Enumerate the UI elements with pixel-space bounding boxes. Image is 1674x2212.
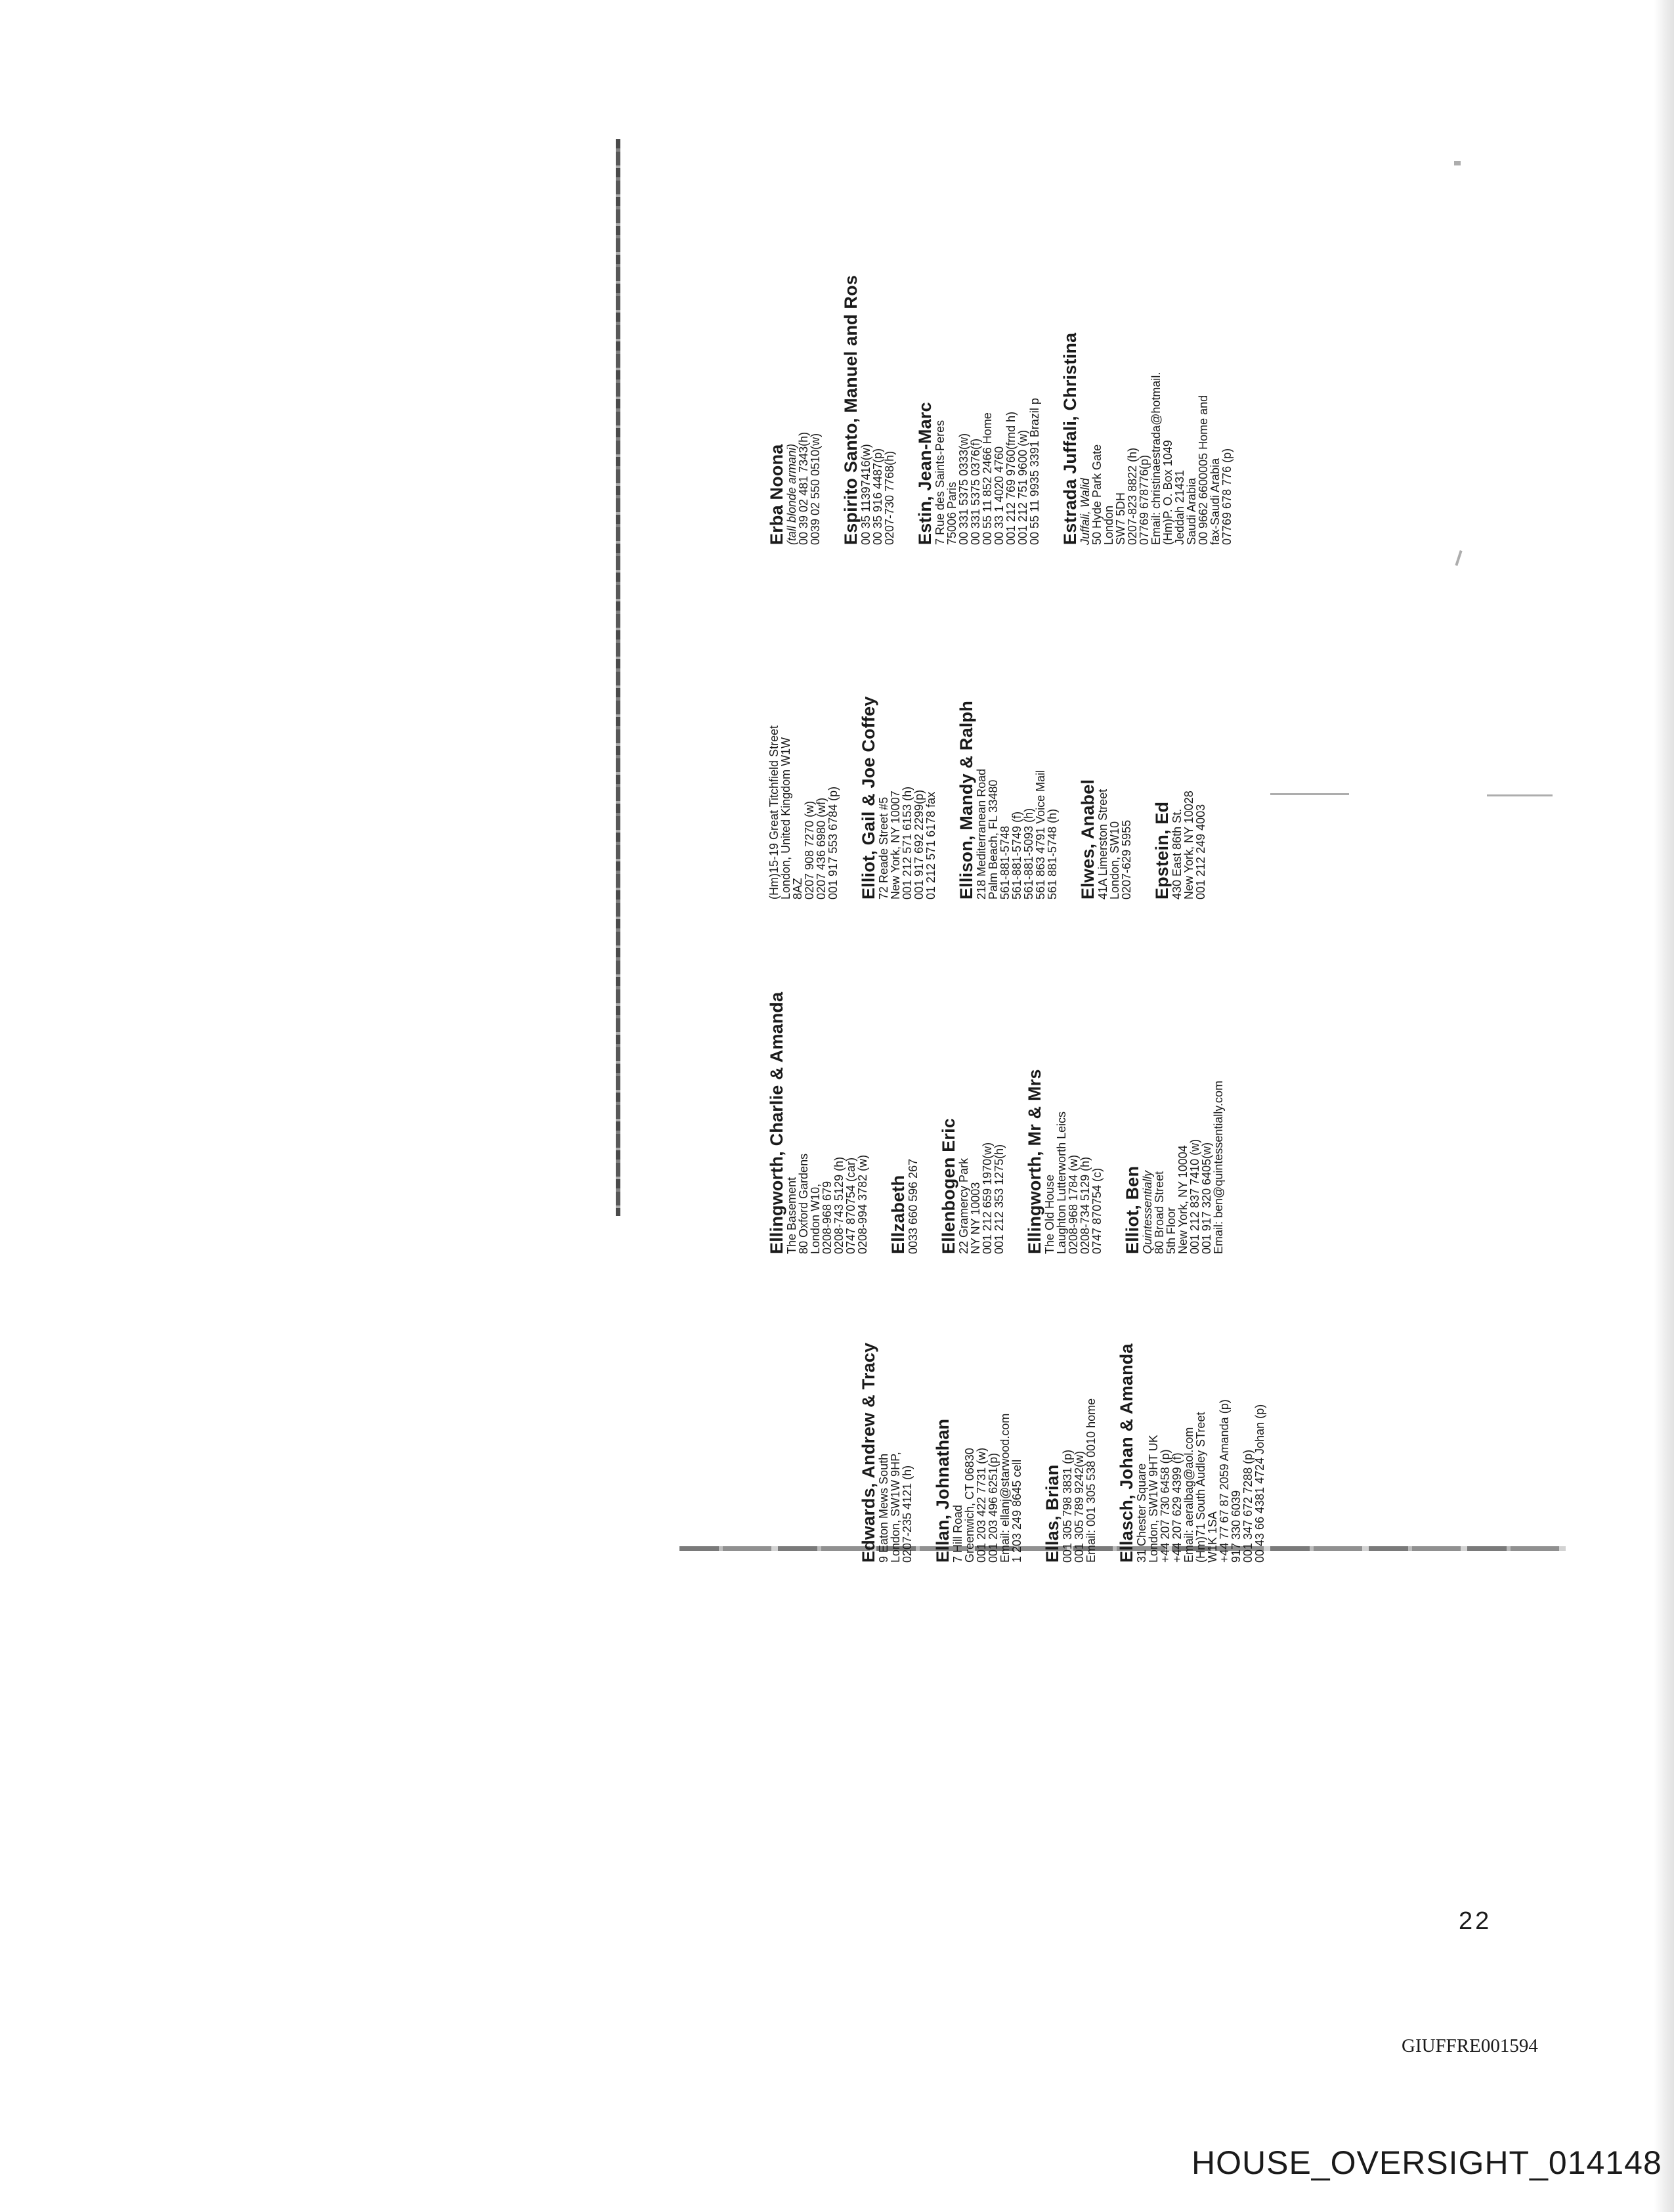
address-entry bbox=[860, 571, 937, 900]
contact-detail-line: 01 212 571 6178 fax bbox=[924, 791, 937, 900]
contact-detail-line: 00 331 5375 0333(w) bbox=[957, 433, 970, 545]
contact-detail-line: New York, NY 10007 bbox=[889, 791, 902, 900]
address-entry bbox=[1062, 217, 1233, 545]
contact-detail-line: 561 881-5748 (h) bbox=[1046, 808, 1059, 900]
address-entry bbox=[860, 1234, 913, 1563]
scan-mark bbox=[1454, 161, 1461, 165]
contact-detail-line: 0208-968 1784 (w) bbox=[1067, 1154, 1080, 1254]
contact-detail-line: W1K 1SA bbox=[1206, 1511, 1219, 1563]
bates-number: GIUFFRE001594 bbox=[1402, 2035, 1538, 2056]
contact-name: Ellenbogen Eric bbox=[939, 1117, 958, 1254]
contact-detail-line: Jeddah 21431 bbox=[1173, 469, 1186, 545]
contact-name: Estrada Juffali, Christina bbox=[1060, 332, 1080, 545]
contact-detail-line: 07769 678 776 (p) bbox=[1220, 448, 1234, 545]
contact-detail-line: 001 203 496 6251(p) bbox=[987, 1452, 1000, 1563]
contact-detail-line: 0207-823 8822 (h) bbox=[1126, 447, 1139, 545]
contact-detail-line: New York, NY 10028 bbox=[1182, 791, 1195, 900]
contact-detail-line: 001 212 751 9600 (w) bbox=[1016, 429, 1029, 545]
contact-detail-line: 00 331 5375 0376(f) bbox=[969, 438, 982, 545]
address-entry bbox=[1026, 926, 1103, 1254]
contact-detail-line: London, United Kingdom W1W bbox=[779, 737, 792, 900]
contact-detail-line: 430 East 86th St. bbox=[1170, 808, 1184, 900]
contact-name: Ellan, Johnathan bbox=[933, 1418, 953, 1563]
contact-name: Erba Noona bbox=[767, 444, 786, 545]
contact-detail-line: London, SW1W 9HT UK bbox=[1147, 1435, 1160, 1563]
contact-detail-line: 0207 436 6980 (wf) bbox=[815, 797, 828, 900]
contact-detail-line: 7 Hill Road bbox=[951, 1504, 964, 1563]
contact-name: Elwes, Anabel bbox=[1078, 779, 1098, 900]
address-entry bbox=[1124, 926, 1224, 1254]
contact-detail-line: 001 212 837 7410 (w) bbox=[1188, 1139, 1201, 1254]
contact-detail-line: (Hm)71 South Audley STreet bbox=[1194, 1412, 1207, 1563]
contact-detail-line: (Hm)15-19 Great Titchfield Street bbox=[767, 725, 781, 900]
contact-detail-line: +44 77 67 87 2059 Amanda (p) bbox=[1218, 1399, 1231, 1563]
address-entry bbox=[890, 926, 919, 1254]
contact-detail-line: 41A Limerston Street bbox=[1096, 789, 1109, 900]
address-entry bbox=[916, 217, 1041, 545]
contact-detail-line: 00 35 916 4487(p) bbox=[871, 448, 884, 545]
contact-detail-line: Email: 001 305 538 0010 home bbox=[1084, 1398, 1098, 1563]
contact-detail-line: 001 203 422 7731 (w) bbox=[975, 1447, 988, 1563]
contact-detail-line: Quintessentially bbox=[1141, 1170, 1154, 1254]
contact-detail-line: (tall blonde armani) bbox=[785, 443, 798, 545]
contact-detail-line: 218 Mediterranean Road bbox=[975, 768, 988, 900]
address-entry bbox=[1044, 1234, 1097, 1563]
contact-detail-line: +44 207 730 6458 (p) bbox=[1159, 1449, 1172, 1563]
contact-name: Espirito Santo, Manuel and Ros bbox=[841, 274, 861, 545]
contact-name: Ellas, Brian bbox=[1042, 1464, 1062, 1563]
contact-detail-line: 001 305 789 9242(w) bbox=[1073, 1450, 1086, 1563]
address-entry bbox=[940, 926, 1005, 1254]
contact-detail-line: 0747 870754 (c) bbox=[1090, 1167, 1104, 1254]
contact-detail-line: 561-881-5093 (h) bbox=[1022, 808, 1035, 900]
contact-detail-line: London bbox=[1102, 505, 1115, 545]
contact-name: Ellasch, Johan & Amanda bbox=[1117, 1343, 1136, 1563]
contact-detail-line: 561-881-5748 bbox=[998, 825, 1012, 900]
contact-detail-line: 80 Oxford Gardens bbox=[797, 1153, 810, 1254]
contact-name: Estin, Jean-Marc bbox=[915, 402, 935, 545]
address-column bbox=[768, 926, 1245, 1254]
contact-detail-line: +44 207 629 4399 (f) bbox=[1170, 1452, 1184, 1563]
contact-detail-line: 0208-968 679 bbox=[821, 1181, 834, 1254]
contact-detail-line: 07769 678776(p) bbox=[1138, 454, 1151, 545]
address-column bbox=[860, 1234, 1287, 1563]
contact-name: Elliot, Gail & Joe Coffey bbox=[859, 696, 878, 900]
contact-detail-line: 0208-994 3782 (w) bbox=[856, 1154, 869, 1254]
scan-edge-shadow bbox=[1654, 0, 1674, 2212]
contact-name: Epstein, Ed bbox=[1152, 801, 1172, 900]
address-book-page bbox=[767, 184, 1503, 1563]
contact-detail-line: 0207-730 7768(h) bbox=[883, 450, 896, 545]
contact-detail-line: Juffali, Walid bbox=[1079, 478, 1092, 545]
contact-detail-line: 001 212 659 1970(w) bbox=[981, 1142, 994, 1254]
contact-name: Ellingworth, Charlie & Amanda bbox=[767, 991, 786, 1254]
contact-detail-line: 00 55 11 852 2466 Home bbox=[981, 412, 994, 545]
contact-detail-line: 00 9662 6600005 Home and bbox=[1197, 395, 1210, 545]
contact-detail-line: 001 347 672 7288 (p) bbox=[1241, 1449, 1255, 1563]
contact-detail-line: 001 212 571 6153 (h) bbox=[901, 786, 914, 900]
contact-detail-line: fax-Saudi Arabia bbox=[1209, 458, 1222, 545]
contact-detail-line: 561 863 4791 Voice Mail bbox=[1034, 770, 1047, 900]
address-entry bbox=[768, 926, 869, 1254]
address-entry bbox=[1153, 571, 1207, 900]
contact-detail-line: London W10, bbox=[809, 1183, 822, 1254]
contact-detail-line: Greenwich, CT 06830 bbox=[963, 1448, 976, 1563]
address-entry bbox=[842, 217, 895, 545]
contact-detail-line: 001 212 249 4003 bbox=[1194, 804, 1207, 900]
contact-detail-line: 001 917 692 2299(p) bbox=[912, 789, 926, 900]
contact-detail-line: 00 35 11397416(w) bbox=[859, 444, 872, 545]
contact-name: Edwards, Andrew & Tracy bbox=[859, 1342, 878, 1563]
contact-detail-line: 0039 02 550 0510(w) bbox=[809, 433, 822, 545]
contact-detail-line: 9 Eaton Mews South bbox=[877, 1453, 890, 1563]
contact-detail-line: 0207-629 5955 bbox=[1120, 819, 1133, 900]
contact-detail-line: 917 330 6039 bbox=[1230, 1490, 1243, 1563]
address-entry bbox=[768, 571, 839, 900]
contact-detail-line: Saudi Arabia bbox=[1185, 477, 1198, 545]
contact-detail-line: 0033 660 596 267 bbox=[907, 1158, 920, 1254]
address-entry bbox=[958, 571, 1058, 900]
contact-detail-line: Palm Beach, FL 33480 bbox=[987, 779, 1000, 900]
contact-detail-line: 001 212 353 1275(h) bbox=[993, 1144, 1006, 1254]
contact-name: Ellingworth, Mr & Mrs bbox=[1025, 1069, 1044, 1254]
contact-detail-line: 561-881-5749 (f) bbox=[1010, 811, 1023, 900]
address-column bbox=[768, 571, 1228, 900]
contact-detail-line: 0207-235 4121 (h) bbox=[901, 1465, 914, 1563]
contact-detail-line: 1 203 249 8645 cell bbox=[1010, 1459, 1023, 1563]
contact-detail-line: Email: ellanj@starwood.com bbox=[998, 1413, 1012, 1563]
contact-detail-line: (Hm)P. O. Box 1049 bbox=[1161, 440, 1174, 545]
footer-document-id: HOUSE_OVERSIGHT_014148 bbox=[1191, 2144, 1662, 2181]
page-fold-line bbox=[616, 139, 620, 1216]
contact-detail-line: 0747 870754 (car) bbox=[844, 1157, 857, 1254]
contact-detail-line: Email: ben@quintessentially.com bbox=[1212, 1080, 1225, 1254]
contact-detail-line: 0208-734 5129 (h) bbox=[1079, 1156, 1092, 1254]
contact-detail-line: 00 43 66 4381 4724 Johan (p) bbox=[1253, 1404, 1266, 1563]
contact-detail-line: The Old House bbox=[1043, 1174, 1056, 1254]
contact-detail-line: 001 917 320 6405(w) bbox=[1200, 1142, 1213, 1254]
address-entry bbox=[934, 1234, 1023, 1563]
contact-detail-line: 0207 908 7270 (w) bbox=[803, 800, 816, 900]
contact-detail-line: 001 917 553 6784 (p) bbox=[826, 786, 840, 900]
contact-detail-line: 0208-743 5129 (h) bbox=[832, 1156, 846, 1254]
contact-detail-line: 001 305 798 3831 (p) bbox=[1061, 1449, 1074, 1563]
contact-detail-line: NY NY 10003 bbox=[969, 1182, 982, 1254]
contact-detail-line: 72 Reade Street #5 bbox=[877, 796, 890, 900]
address-column bbox=[768, 217, 1254, 545]
address-entry bbox=[1118, 1234, 1266, 1563]
contact-detail-line: 8AZ bbox=[791, 877, 804, 900]
contact-detail-line: 00 33 1 4020 4760 bbox=[993, 446, 1006, 545]
contact-detail-line: 001 212 769 9760(frnd h) bbox=[1004, 411, 1018, 545]
contact-detail-line: 50 Hyde Park Gate bbox=[1090, 444, 1104, 545]
contact-name: Ellzabeth bbox=[888, 1175, 908, 1254]
contact-detail-line: 80 Broad Street bbox=[1153, 1171, 1166, 1254]
address-entry bbox=[1079, 571, 1132, 900]
contact-detail-line: SW7 5DH bbox=[1114, 492, 1127, 545]
contact-detail-line: Laughton Lutterworth Leics bbox=[1055, 1111, 1068, 1254]
contact-detail-line: 75006 Paris bbox=[945, 481, 958, 545]
contact-detail-line: The Basement bbox=[785, 1177, 798, 1254]
page-number: 22 bbox=[1459, 1907, 1492, 1935]
contact-detail-line: Email: aeralbag@aol.com bbox=[1182, 1427, 1195, 1563]
contact-name: Elliot, Ben bbox=[1123, 1165, 1142, 1254]
contact-detail-line: 00 39 02 481 7343(h) bbox=[797, 431, 810, 545]
contact-detail-line: Email: christinaestrada@hotmail. bbox=[1149, 372, 1163, 545]
contact-detail-line: 31 Chester Square bbox=[1135, 1463, 1148, 1563]
address-entry bbox=[768, 217, 821, 545]
contact-detail-line: New York, NY 10004 bbox=[1176, 1145, 1190, 1254]
contact-detail-line: 22 Gramercy Park bbox=[957, 1158, 970, 1254]
contact-detail-line: London, SW1W 9HP, bbox=[889, 1452, 902, 1563]
contact-detail-line: 5th Floor bbox=[1165, 1207, 1178, 1254]
contact-detail-line: 00 55 11 9935 3391 Brazil p bbox=[1028, 398, 1041, 545]
contact-name: Ellison, Mandy & Ralph bbox=[956, 701, 976, 900]
contact-detail-line: London, SW10 bbox=[1108, 821, 1121, 900]
contact-detail-line: 7 Rue des Saints-Peres bbox=[934, 420, 947, 545]
